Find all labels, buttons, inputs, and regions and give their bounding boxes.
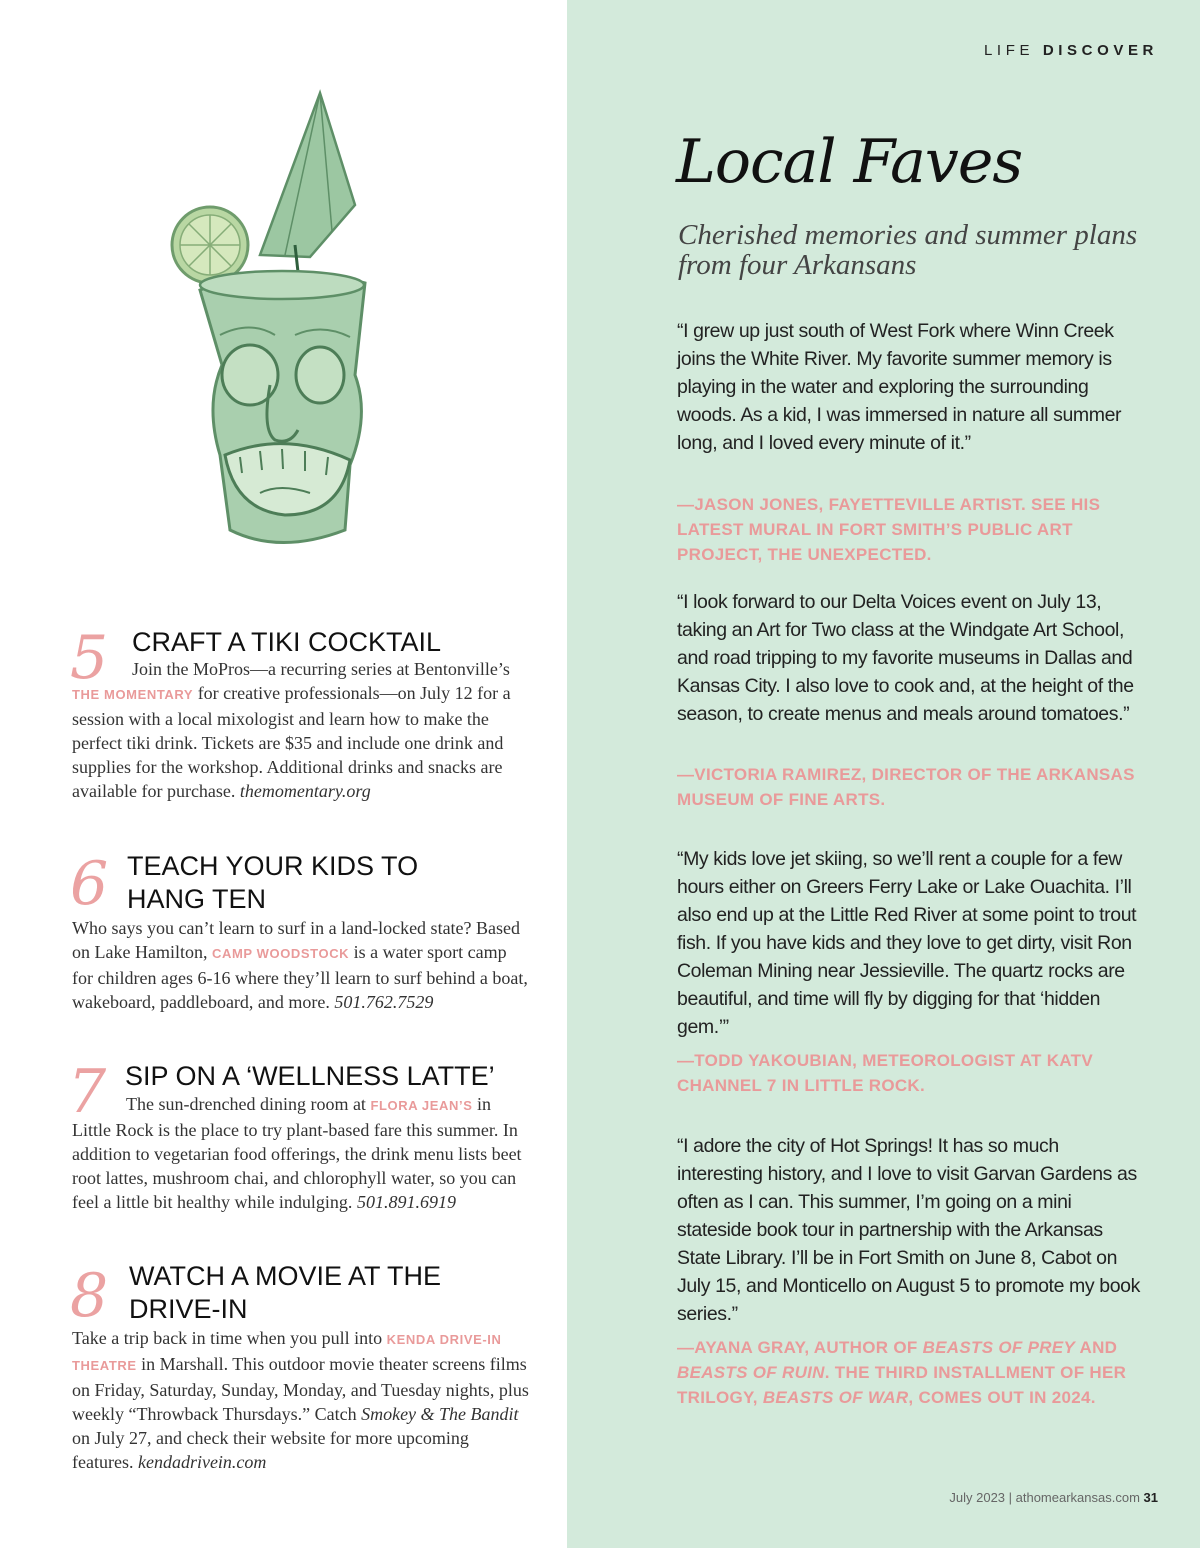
item-heading: TEACH YOUR KIDS TO HANG TEN (127, 851, 419, 914)
sidebar-title: Local Faves (676, 127, 1023, 197)
page-footer: July 2023 | athomearkansas.com 31 (949, 1490, 1158, 1505)
item-body: Join the MoPros—a recurring series at Bentonville’s THE MOMENTARY for creative professionals—on July 12 for a session with a local mixologist and learn how to make the perfect tiki drink. Tickets are $35 and include one drink and supplies for the workshop. Additional drinks and snacks are available for purchase. themomentary.org (72, 659, 511, 801)
quote-2-credit: —VICTORIA RAMIREZ, DIRECTOR OF THE ARKANSAS MUSEUM OF FINE ARTS. (677, 765, 1135, 809)
quote-3-credit: —TODD YAKOUBIAN, METEOROLOGIST AT KATV CHANNEL 7 IN LITTLE ROCK. (677, 1051, 1093, 1095)
venue-name: CAMP WOODSTOCK (211, 946, 350, 961)
item-number: 6 (70, 849, 109, 919)
section-label: LIFE DISCOVER (983, 42, 1158, 59)
tiki-mug-illustration (150, 85, 410, 565)
book-title: BEASTS OF WAR (762, 1388, 909, 1407)
item-body: Who says you can’t learn to surf in a land-locked state? Based on Lake Hamilton, CAMP WOODSTOCK is a water sport camp for children ages 6-16 where they’ll learn to surf behind a boat, wakeboard, paddleboard, and more. 501.762.7529 (72, 918, 528, 1012)
sidebar-subtitle: Cherished memories and summer plans from four Arkansans (678, 219, 1138, 281)
item-number: 7 (68, 1057, 107, 1127)
venue-name: THE MOMENTARY (72, 687, 194, 702)
quote-4: “I adore the city of Hot Springs! It has so much interesting history, and I love to visit Garvan Gardens as often as I can. This summer, I’m going on a mini stateside book tour in partnership with the Arkansas State Library. I’ll be in Fort Smith on June 8, Cabot on July 15, and Monticello on August 5 to promote my book series.” (677, 1135, 1140, 1325)
item-5 (70, 623, 530, 826)
item-heading: SIP ON A ‘WELLNESS LATTE’ (125, 1061, 495, 1091)
phone-text: 501.762.7529 (334, 992, 434, 1012)
item-number: 8 (70, 1261, 109, 1331)
item-body: Take a trip back in time when you pull into KENDA DRIVE-IN THEATRE in Marshall. This outdoor movie theater screens films on Friday, Saturday, Sunday, Monday, and Tuesday nights, plus weekly “Throwback Thursdays.” Catch Smokey & The Bandit on July 27, and check their website for more upcoming features. kendadrivein.com (72, 1328, 529, 1472)
website-text: kendadrivein.com (137, 1452, 267, 1472)
book-title: BEASTS OF RUIN (677, 1363, 825, 1382)
item-number: 5 (70, 623, 109, 693)
item-7 (68, 1057, 530, 1240)
item-heading: CRAFT A TIKI COCKTAIL (132, 627, 442, 657)
website-text: themomentary.org (239, 781, 371, 801)
cocktail-umbrella (260, 93, 355, 257)
quote-3: “My kids love jet skiing, so we’ll rent a couple for a few hours either on Greers Ferry Lake or Lake Ouachita. I’ll also end up at the Little Red River at some point to trout fish. If you have kids and they love to get dirty, visit Ron Coleman Mining near Jessieville. The quartz rocks are beautiful, and time will fly by digging for that ‘hidden gem.’” (677, 848, 1137, 1038)
quote-2: “I look forward to our Delta Voices event on July 13, taking an Art for Two class at the Windgate Art School, and road tripping to my favorite museums in Dallas and Kansas City. I also love to cook and, at the height of the season, to create menus and meals around tomatoes.” (677, 591, 1134, 725)
film-title: Smokey & The Bandit (361, 1404, 519, 1424)
quote-1: “I grew up just south of West Fork where Winn Creek joins the White River. My favorite summer memory is playing in the water and exploring the surrounding woods. As a kid, I was immersed in nature all summer long, and I loved every minute of it.” (677, 320, 1122, 454)
item-heading: WATCH A MOVIE AT THE DRIVE-IN (129, 1261, 442, 1324)
book-title: BEASTS OF PREY (922, 1338, 1076, 1357)
venue-name: FLORA JEAN’S (370, 1098, 473, 1113)
venue-name: KENDA DRIVE-IN THEATRE (72, 1332, 502, 1373)
item-6 (72, 850, 530, 1040)
item-body: The sun-drenched dining room at FLORA JEAN’S in Little Rock is the place to try plant-based fare this summer. In addition to vegetarian food offerings, the drink menu lists beet root lattes, mushroom chai, and chlorophyll water, so you can feel a little bit healthy while indulging. 501.891.6919 (72, 1094, 522, 1212)
page-number: 31 (1143, 1490, 1158, 1505)
quote-1-credit: —JASON JONES, FAYETTEVILLE ARTIST. SEE HIS LATEST MURAL IN FORT SMITH’S PUBLIC ART PROJECT, THE UNEXPECTED. (677, 495, 1101, 564)
quote-4-credit: —AYANA GRAY, AUTHOR OF BEASTS OF PREY AND BEASTS OF RUIN. THE THIRD INSTALLMENT OF HER TRILOGY, BEASTS OF WAR, COMES OUT IN 2024. (677, 1338, 1127, 1407)
item-8 (72, 1260, 530, 1470)
phone-text: 501.891.6919 (356, 1192, 456, 1212)
